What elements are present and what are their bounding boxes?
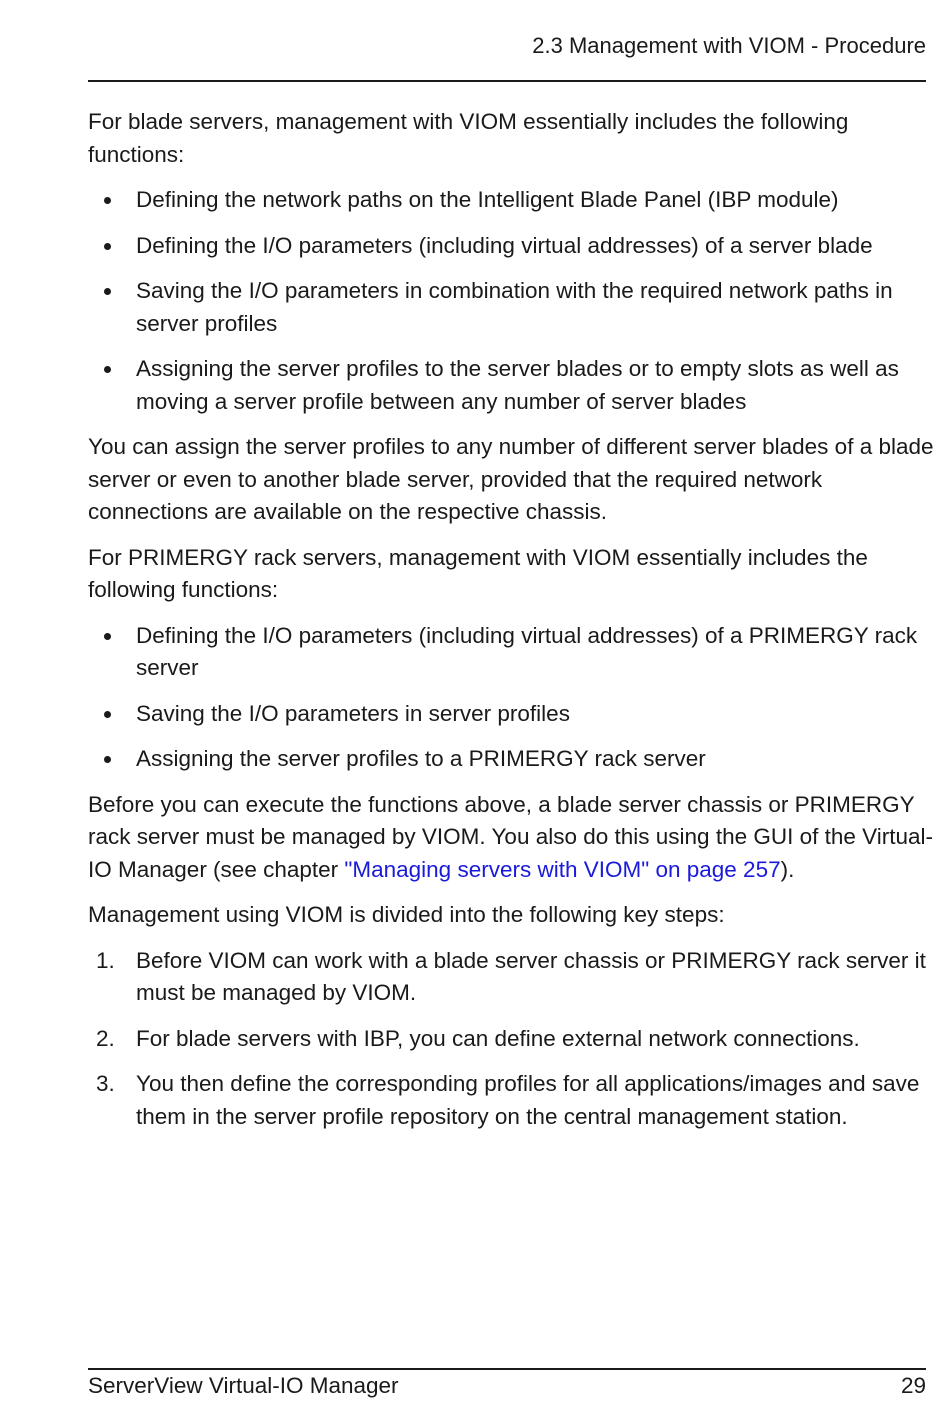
intro-blade-paragraph: For blade servers, management with VIOM essentially includes the following functions: [88,109,849,167]
step-text: Before VIOM can work with a blade server chassis or PRIMERGY rack server it must be managed by VIOM. [136,947,926,1005]
list-item [88,945,934,1010]
step-number: 1. [96,947,115,973]
intro-rack-paragraph: For PRIMERGY rack servers, management with VIOM essentially includes the following functions: [88,544,868,602]
list-item [88,620,934,685]
page-body [88,106,934,1146]
list-item [88,184,934,217]
list-item [88,1023,934,1056]
bullet-icon [104,711,111,718]
before-paragraph [88,789,934,887]
list-item-text: Assigning the server profiles to a PRIMERGY rack server [136,746,706,771]
assign-paragraph: You can assign the server profiles to any number of different server blades of a blade server or even to another blade server, provided that the required network connections are available on the respective chassis. [88,434,934,524]
section-title: 2.3 Management with VIOM - Procedure [532,33,926,58]
list-item [88,698,934,731]
steps-list [88,945,934,1134]
footer-divider [88,1368,926,1370]
step-number: 3. [96,1071,115,1096]
product-name: ServerView Virtual-IO Manager [88,1373,399,1398]
rack-functions-list [88,620,934,776]
steps-intro-paragraph: Management using VIOM is divided into the following key steps: [88,902,725,927]
bullet-icon [104,197,111,204]
list-item-text: Defining the I/O parameters (including virtual addresses) of a server blade [136,232,873,258]
bullet-icon [104,756,111,763]
list-item [88,275,934,340]
running-header [88,30,926,62]
list-item [88,353,934,418]
page-number: 29 [900,1373,926,1398]
list-item-text: Saving the I/O parameters in combination with the required network paths in server profiles [136,278,893,336]
list-item [88,743,934,776]
before-text: Before you can execute the functions above, a blade server chassis or PRIMERGY rack server must be managed by VIOM. You also do this using the GUI of the Virtual-IO Manager (see chapter [88,791,934,882]
list-item-text: Defining the I/O parameters (including virtual addresses) of a PRIMERGY rack server [136,622,918,680]
bullet-icon [104,633,111,640]
bullet-icon [104,243,111,250]
step-text: You then define the corresponding profiles for all applications/images and save them in the server profile repository on the central management station. [136,1071,920,1129]
header-divider [88,80,926,82]
list-item [88,230,934,263]
bullet-icon [104,288,111,295]
list-item [88,1068,934,1133]
after-text: ). [780,856,795,882]
bullet-icon [104,366,111,373]
blade-functions-list [88,184,934,418]
list-item-text: Saving the I/O parameters in server profiles [136,700,570,726]
list-item-text: Defining the network paths on the Intelligent Blade Panel (IBP module) [136,187,839,212]
step-number: 2. [96,1025,115,1051]
chapter-link[interactable]: "Managing servers with VIOM" on page 257 [344,856,781,882]
step-text: For blade servers with IBP, you can define external network connections. [136,1025,860,1051]
list-item-text: Assigning the server profiles to the server blades or to empty slots as well as moving a server profile between any number of server blades [136,356,899,414]
